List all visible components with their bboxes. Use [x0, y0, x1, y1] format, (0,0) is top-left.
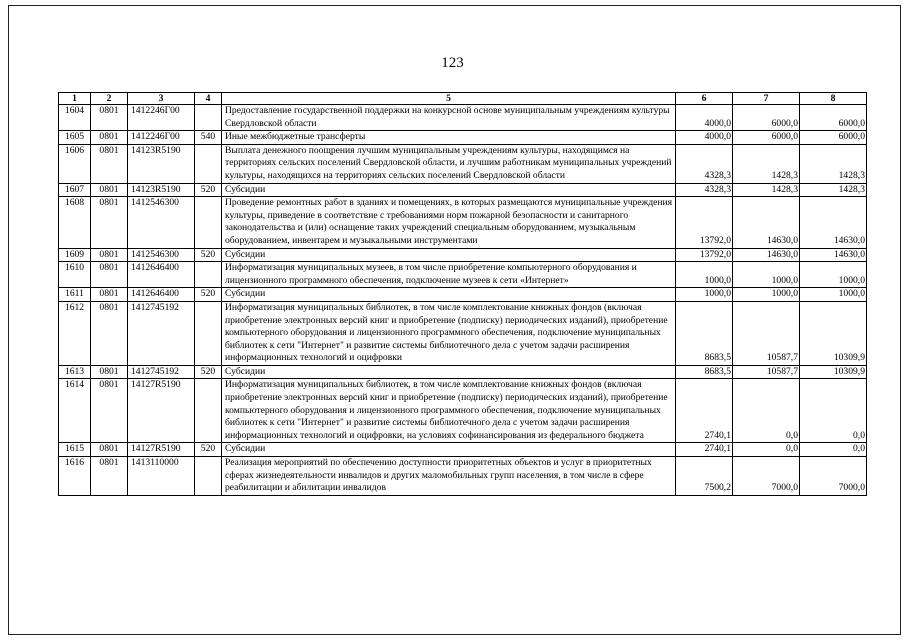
target-article-code: 14123R5190 [128, 144, 195, 183]
amount-col-7: 1428,3 [733, 183, 800, 197]
expense-type-code [195, 144, 222, 183]
item-name: Предоставление государственной поддержки на конкурсной основе муниципальным учреждениям культуры Свердловской области [222, 105, 676, 131]
amount-col-6: 13792,0 [676, 197, 733, 248]
expense-type-code [195, 262, 222, 288]
section-code: 0801 [91, 197, 128, 248]
amount-col-8: 0,0 [800, 379, 867, 443]
table-row [59, 288, 867, 302]
expense-type-code [195, 105, 222, 131]
amount-col-6: 1000,0 [676, 288, 733, 302]
item-name: Информатизация муниципальных библиотек, в том числе комплектование книжных фондов (включая приобретение электронных версий книг и приобретение (подписку) периодических изданий), приобретение компьютерного оборудования и лицензионного программного обеспечения, подключение муниципальных библиотек к сети "Интернет" и развитие системы библиотечного дела с учетом задачи расширения информационных технологий и оцифровки, на условиях софинансирования из федерального бюджета [222, 379, 676, 443]
expense-type-code: 520 [195, 443, 222, 457]
table-row [59, 248, 867, 262]
amount-col-7: 0,0 [733, 443, 800, 457]
row-number: 1606 [59, 144, 91, 183]
table-row [59, 379, 867, 443]
amount-col-7: 14630,0 [733, 197, 800, 248]
amount-col-8: 1000,0 [800, 288, 867, 302]
row-number: 1616 [59, 457, 91, 496]
row-number: 1605 [59, 131, 91, 145]
amount-col-6: 7500,2 [676, 457, 733, 496]
amount-col-8: 14630,0 [800, 197, 867, 248]
expense-type-code: 520 [195, 365, 222, 379]
column-header-1: 1 [59, 93, 91, 105]
expense-type-code: 540 [195, 131, 222, 145]
item-name: Информатизация муниципальных библиотек, в том числе комплектование книжных фондов (включая приобретение электронных версий книг и приобретение (подписку) периодических изданий), приобретение компьютерного оборудования и лицензионного программного обеспечения, подключение муниципальных библиотек к сети "Интернет" и развитие системы библиотечного дела с учетом задачи расширения информационных технологий и оцифровки [222, 301, 676, 365]
target-article-code: 1412745192 [128, 365, 195, 379]
expense-type-code: 520 [195, 288, 222, 302]
amount-col-8: 10309,9 [800, 301, 867, 365]
amount-col-7: 10587,7 [733, 301, 800, 365]
table-row [59, 457, 867, 496]
item-name: Субсидии [222, 288, 676, 302]
table-row [59, 131, 867, 145]
amount-col-7: 1000,0 [733, 262, 800, 288]
row-number: 1613 [59, 365, 91, 379]
amount-col-8: 1428,3 [800, 144, 867, 183]
column-header-5: 5 [222, 93, 676, 105]
item-name: Субсидии [222, 365, 676, 379]
section-code: 0801 [91, 248, 128, 262]
amount-col-6: 4000,0 [676, 131, 733, 145]
section-code: 0801 [91, 365, 128, 379]
section-code: 0801 [91, 144, 128, 183]
item-name: Выплата денежного поощрения лучшим муниципальным учреждениям культуры, находящимся на территориях сельских поселений Свердловской области, и лучшим работникам муниципальных учреждений культуры, находящихся на территориях сельских поселений Свердловской области [222, 144, 676, 183]
table-row [59, 105, 867, 131]
amount-col-7: 0,0 [733, 379, 800, 443]
table-row [59, 197, 867, 248]
section-code: 0801 [91, 183, 128, 197]
table-row [59, 262, 867, 288]
amount-col-6: 13792,0 [676, 248, 733, 262]
amount-col-7: 10587,7 [733, 365, 800, 379]
target-article-code: 1412646400 [128, 288, 195, 302]
budget-table [58, 92, 867, 496]
amount-col-8: 14630,0 [800, 248, 867, 262]
amount-col-8: 1428,3 [800, 183, 867, 197]
amount-col-7: 6000,0 [733, 131, 800, 145]
amount-col-6: 4328,3 [676, 144, 733, 183]
amount-col-6: 8683,5 [676, 301, 733, 365]
table-row [59, 301, 867, 365]
amount-col-7: 14630,0 [733, 248, 800, 262]
expense-type-code [195, 457, 222, 496]
target-article-code: 14123R5190 [128, 183, 195, 197]
expense-type-code: 520 [195, 183, 222, 197]
amount-col-7: 6000,0 [733, 105, 800, 131]
amount-col-6: 2740,1 [676, 443, 733, 457]
amount-col-6: 1000,0 [676, 262, 733, 288]
row-number: 1615 [59, 443, 91, 457]
section-code: 0801 [91, 262, 128, 288]
item-name: Проведение ремонтных работ в зданиях и помещениях, в которых размещаются муниципальные учреждения культуры, приведение в соответствие с требованиями норм пожарной безопасности и санитарного законодательства и (или) оснащение таких учреждений специальным оборудованием, музыкальным оборудованием, инвентарем и музыкальными инструментами [222, 197, 676, 248]
column-header-6: 6 [676, 93, 733, 105]
row-number: 1610 [59, 262, 91, 288]
column-header-4: 4 [195, 93, 222, 105]
column-header-3: 3 [128, 93, 195, 105]
amount-col-7: 7000,0 [733, 457, 800, 496]
section-code: 0801 [91, 288, 128, 302]
table-row [59, 365, 867, 379]
column-header-7: 7 [733, 93, 800, 105]
row-number: 1607 [59, 183, 91, 197]
column-header-8: 8 [800, 93, 867, 105]
section-code: 0801 [91, 131, 128, 145]
section-code: 0801 [91, 379, 128, 443]
item-name: Субсидии [222, 248, 676, 262]
table-row [59, 443, 867, 457]
expense-type-code [195, 197, 222, 248]
amount-col-6: 8683,5 [676, 365, 733, 379]
expense-type-code [195, 301, 222, 365]
target-article-code: 1412546300 [128, 248, 195, 262]
row-number: 1614 [59, 379, 91, 443]
column-header-2: 2 [91, 93, 128, 105]
row-number: 1611 [59, 288, 91, 302]
section-code: 0801 [91, 443, 128, 457]
item-name: Иные межбюджетные трансферты [222, 131, 676, 145]
row-number: 1604 [59, 105, 91, 131]
item-name: Субсидии [222, 183, 676, 197]
row-number: 1608 [59, 197, 91, 248]
amount-col-8: 7000,0 [800, 457, 867, 496]
amount-col-8: 1000,0 [800, 262, 867, 288]
row-number: 1612 [59, 301, 91, 365]
target-article-code: 1412246Г00 [128, 131, 195, 145]
target-article-code: 1412546300 [128, 197, 195, 248]
table-row [59, 183, 867, 197]
item-name: Информатизация муниципальных музеев, в том числе приобретение компьютерного оборудования и лицензионного программного обеспечения, подключение музеев к сети «Интернет» [222, 262, 676, 288]
item-name: Реализация мероприятий по обеспечению доступности приоритетных объектов и услуг в приоритетных сферах жизнедеятельности инвалидов и других маломобильных групп населения, в том числе в сфере реабилитации и абилитации инвалидов [222, 457, 676, 496]
item-name: Субсидии [222, 443, 676, 457]
target-article-code: 14127R5190 [128, 443, 195, 457]
table-row [59, 144, 867, 183]
section-code: 0801 [91, 301, 128, 365]
section-code: 0801 [91, 105, 128, 131]
amount-col-8: 6000,0 [800, 105, 867, 131]
expense-type-code: 520 [195, 248, 222, 262]
amount-col-8: 0,0 [800, 443, 867, 457]
expense-type-code [195, 379, 222, 443]
amount-col-7: 1428,3 [733, 144, 800, 183]
amount-col-7: 1000,0 [733, 288, 800, 302]
header-row [59, 93, 867, 105]
section-code: 0801 [91, 457, 128, 496]
target-article-code: 1412745192 [128, 301, 195, 365]
page-number: 123 [441, 55, 464, 71]
amount-col-6: 4328,3 [676, 183, 733, 197]
target-article-code: 1413110000 [128, 457, 195, 496]
target-article-code: 1412646400 [128, 262, 195, 288]
amount-col-6: 4000,0 [676, 105, 733, 131]
row-number: 1609 [59, 248, 91, 262]
target-article-code: 14127R5190 [128, 379, 195, 443]
amount-col-6: 2740,1 [676, 379, 733, 443]
amount-col-8: 10309,9 [800, 365, 867, 379]
target-article-code: 1412246Г00 [128, 105, 195, 131]
amount-col-8: 6000,0 [800, 131, 867, 145]
